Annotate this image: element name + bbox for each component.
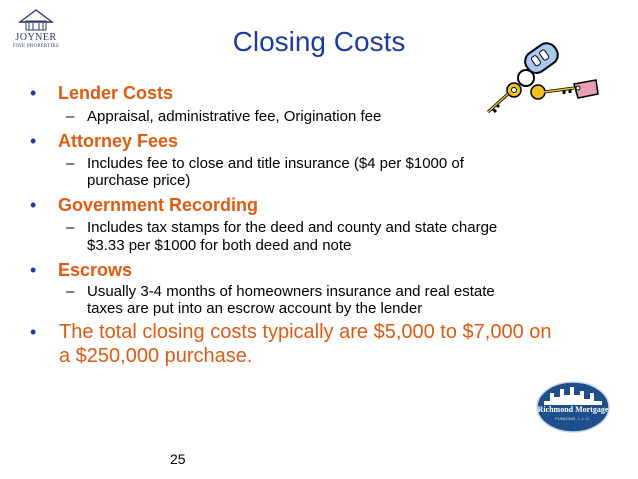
bullet-dot: • — [30, 260, 37, 280]
page-title: Closing Costs — [232, 26, 406, 57]
partner-logo-subtitle: FUNDING, L.L.C. — [555, 416, 591, 421]
summary-line: a $250,000 purchase. — [59, 345, 253, 367]
sub-bullet-dash: – — [66, 219, 75, 236]
bullet-heading: Escrows — [58, 260, 133, 280]
closing-cost-summary — [59, 320, 599, 368]
logo-name: JOYNER — [15, 32, 57, 43]
bullet-detail-line: Usually 3-4 months of homeowners insurance and real estate — [87, 283, 495, 300]
bullet-dot: • — [30, 195, 37, 215]
bullet-heading: Attorney Fees — [58, 131, 179, 151]
bullet-dot: • — [30, 322, 37, 342]
richmond-mortgage-logo — [536, 381, 610, 433]
logo-subtitle: FINE PROPERTIES — [12, 44, 59, 49]
summary-line: The total closing costs typically are $5,000 to $7,000 on — [59, 321, 552, 343]
sub-bullet-dash: – — [66, 283, 75, 300]
sub-bullet-dash: – — [66, 155, 75, 172]
keys-clipart — [474, 40, 604, 120]
page-number: 25 — [170, 451, 186, 467]
bullet-detail-line: taxes are put into an escrow account by the lender — [87, 300, 423, 317]
bullet-heading: Lender Costs — [58, 83, 174, 103]
sub-bullet-dash: – — [66, 108, 75, 125]
bullet-detail-line: Includes fee to close and title insurance ($4 per $1000 of — [87, 155, 464, 172]
bullet-dot: • — [30, 131, 37, 151]
bullet-heading: Government Recording — [58, 195, 259, 215]
bullet-detail-line: $3.33 per $1000 for both deed and note — [87, 237, 352, 254]
keys-icon — [474, 40, 604, 120]
bullet-detail-line: Appraisal, administrative fee, Origination fee — [87, 108, 382, 125]
partner-logo-name: Richmond Mortgage — [537, 405, 609, 414]
bullet-detail-line: Includes tax stamps for the deed and county and state charge — [87, 219, 498, 236]
bullet-detail-line: purchase price) — [87, 172, 191, 189]
bullet-dot: • — [30, 83, 37, 103]
